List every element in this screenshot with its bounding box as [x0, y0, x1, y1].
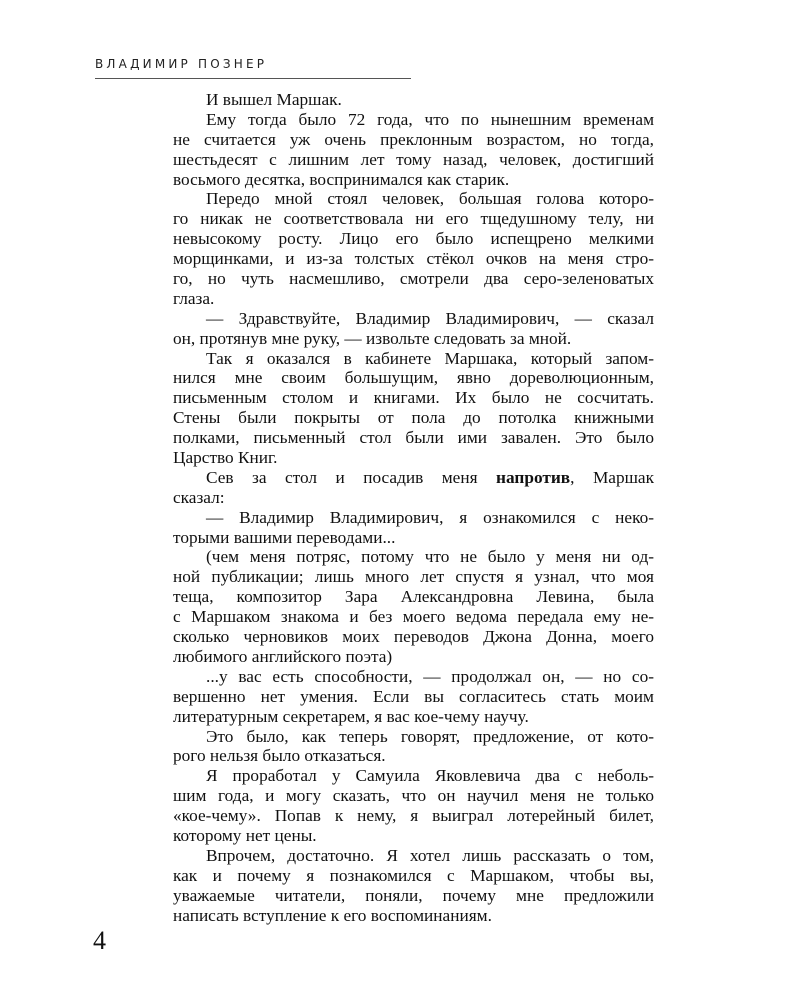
text-line: вершенно нет умения. Если вы согласитесь стать моим: [173, 686, 654, 706]
text-line: восьмого десятка, воспринимался как старик.: [173, 169, 510, 189]
text-line: уважаемые читатели, поняли, почему мне предложили: [173, 885, 654, 905]
paragraph: [173, 468, 654, 508]
text-line: не считается уж очень преклонным возрастом, но тогда,: [173, 129, 654, 149]
text-line: го никак не соответствовала ни его тщедушному телу, ни: [173, 209, 654, 229]
text-line: Сев за стол и посадив меня напротив, Маршак: [206, 467, 654, 487]
text-line: торыми вашими переводами...: [173, 527, 396, 547]
text-line: Это было, как теперь говорят, предложение, от кото-: [206, 726, 654, 746]
text-line: невысокому росту. Лицо его было испещрено мелкими: [173, 229, 654, 249]
text-line: литературным секретарем, я вас кое-чему научу.: [173, 706, 529, 726]
text-line: ной публикации; лишь много лет спустя я узнал, что моя: [173, 567, 654, 587]
text-line: полками, письменный стол были ими завален. Это было: [173, 428, 654, 448]
text-line: — Здравствуйте, Владимир Владимирович, — сказал: [206, 308, 654, 328]
header-rule: [95, 78, 411, 79]
text-line: сказал:: [173, 487, 225, 507]
text-line: письменным столом и книгами. Их было не сосчитать.: [173, 388, 654, 408]
text-line: ...у вас есть способности, — продолжал он, — но со-: [206, 666, 654, 686]
paragraph: [173, 846, 654, 926]
text-line: И вышел Маршак.: [206, 90, 342, 109]
paragraph: [173, 90, 654, 110]
emphasis: напротив: [496, 467, 571, 487]
paragraph: [173, 189, 654, 308]
text-line: (чем меня потряс, потому что не было у меня ни од-: [206, 547, 654, 567]
running-head: ВЛАДИМИР ПОЗНЕР: [95, 57, 268, 71]
text-line: морщинками, и из-за толстых стёкол очков на меня стро-: [173, 249, 654, 269]
text-line: любимого английского поэта): [173, 646, 393, 666]
text-line: шим года, и могу сказать, что он научил меня не только: [173, 786, 654, 806]
text-line: написать вступление к его воспоминаниям.: [173, 905, 492, 925]
text-line: — Владимир Владимирович, я ознакомился с неко-: [206, 507, 654, 527]
text-line: Царство Книг.: [173, 448, 278, 468]
text-line: сколько черновиков моих переводов Джона Донна, моего: [173, 627, 654, 647]
text-line: го, но чуть насмешливо, смотрели два серо-зеленоватых: [173, 269, 654, 289]
page-number: 4: [93, 926, 106, 955]
text-line: которому нет цены.: [173, 825, 317, 845]
text-line: Впрочем, достаточно. Я хотел лишь рассказать о том,: [206, 845, 654, 865]
text-line: глаза.: [173, 288, 215, 308]
text-line: нился мне своим большущим, явно дореволюционным,: [173, 368, 654, 388]
text-line: шестьдесят с лишним лет тому назад, человек, достигший: [173, 149, 654, 169]
paragraph: [173, 508, 654, 548]
paragraph: [173, 547, 654, 666]
text-line: он, протянув мне руку, — извольте следовать за мной.: [173, 328, 572, 348]
text-line: с Маршаком знакома и без моего ведома передала ему не-: [173, 607, 654, 627]
text-line: как и почему я познакомился с Маршаком, чтобы вы,: [173, 865, 654, 885]
paragraph: [173, 309, 654, 349]
text-line: теща, композитор Зара Александровна Левина, была: [173, 587, 654, 607]
text-line: Так я оказался в кабинете Маршака, который запом-: [206, 348, 654, 368]
paragraph: [173, 110, 654, 190]
text-line: рого нельзя было отказаться.: [173, 746, 386, 766]
text-line: Передо мной стоял человек, большая голова которо-: [206, 189, 654, 209]
paragraph: [173, 766, 654, 846]
paragraph: [173, 727, 654, 767]
text-line: Стены были покрыты от пола до потолка книжными: [173, 408, 654, 428]
text-line: «кое-чему». Попав к нему, я выиграл лотерейный билет,: [173, 806, 654, 826]
paragraph: [173, 667, 654, 727]
text-line: Я проработал у Самуила Яковлевича два с неболь-: [206, 766, 654, 786]
paragraph: [173, 349, 654, 468]
text-line: Ему тогда было 72 года, что по нынешним временам: [206, 109, 654, 129]
body-text: [173, 90, 654, 925]
